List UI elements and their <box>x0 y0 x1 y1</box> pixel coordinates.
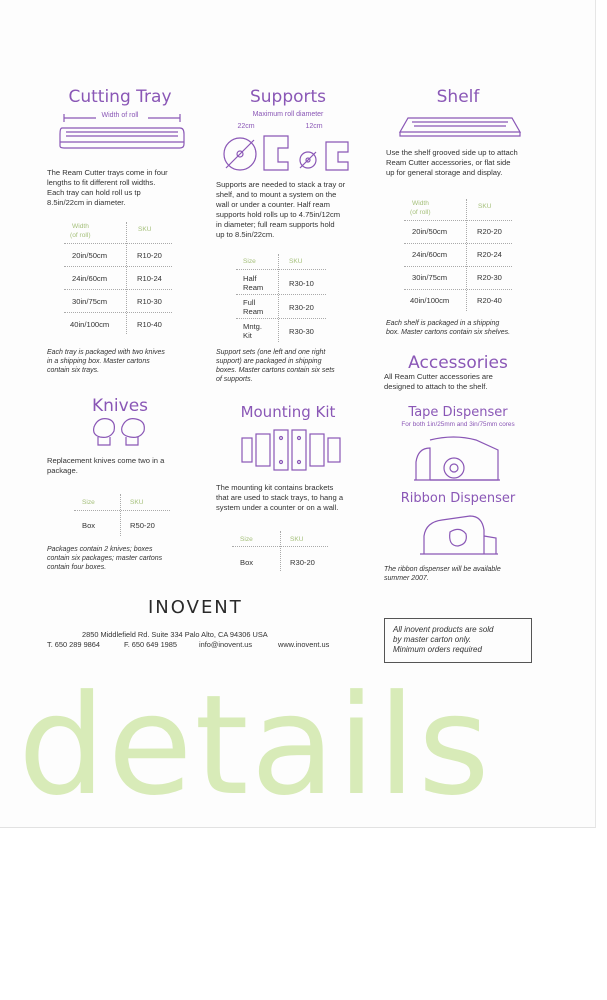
company-fax: F. 650 649 1985 <box>124 640 178 649</box>
table-header-width: Width <box>72 223 89 230</box>
table-header-sku: SKU <box>289 258 303 265</box>
company-address: 2850 Middlefield Rd. Suite 334 Palo Alto, CA 94306 USA <box>82 630 268 639</box>
table-row: 30in/75cm <box>72 297 108 306</box>
tape-dispenser-subtitle: For both 1in/25mm and 3in/75mm cores <box>401 421 515 428</box>
mounting-kit-illustration <box>240 428 344 472</box>
table-header-width-sub: (of roll) <box>410 209 431 216</box>
company-phone: T. 650 289 9864 <box>47 640 101 649</box>
table-row: 20in/50cm <box>72 251 108 260</box>
supports-dim-left: 22cm <box>237 123 255 130</box>
mounting-kit-title: Mounting Kit <box>240 403 336 421</box>
inovent-logo: INOVENT <box>148 597 243 618</box>
table-row: 40in/100cm <box>70 320 110 329</box>
company-website[interactable]: www.inovent.us <box>278 640 330 649</box>
product-sheet: Cutting Tray Width of roll The Ream Cutter trays come in four lengths to fit different roll widths. Each tray can hold roll us tp 8.5in/22cm in diameter. Width (of roll) SKU 20in/50cm R10-20 24in/60cm R10-24 30in/75cm R10-30 40in/100cm R10-40 Each tray is packaged with two knives in a shipping box. Master cartons contain six trays. Knives Replacement knives come two in a package. Size SKU Box R50-20 Packages contain 2 knives; boxes contain six packages; master cartons contain four boxes. Supports Maximum roll diameter 22cm 12cm Supports are needed to stack a tray or shelf, and to mount a system on the wall or under a counter. Half ream supports hold rolls up to 4.75in/12cm in diameter; full ream supports hold up to 8.5in/22cm. Size SKU Half Ream R30-10 Full Ream R30-20 Mntg. Kit R30-30 Support sets (one left and one right support) are packaged in shipping boxes. Master cartons contain six sets of supports. Mounting Kit The mounting kit contains brackets that are used to stack trays, to hang a system under a counter or on a wall. Size SKU Box R30-20 Shelf Use the shelf grooved side up to attach Ream Cutter accessories, or flat side up for general storage and display. Width (of roll) SKU 20in/50cm R20-20 24in/60cm R20-24 30in/75cm R20-30 40in/100cm R20-40 Each shelf is packaged in a shipping box. Master cartons contain six shelves. Accessories All Ream Cutter accessories are designed to attach to the shelf. Tape Dispenser For both 1in/25mm and 3in/75mm cores Ribbon Dispenser The ribbon dispenser will be available summer 2007. INOVENT 2850 Middlefield Rd. Suite 334 Palo Alto, CA 94306 USA T. 650 289 9864 F. 650 649 1985 info@inovent.us www.inovent.us All inovent products are sold by master carton only. Minimum orders required details <box>0 0 596 828</box>
table-row: Half <box>243 274 257 283</box>
table-row: 40in/100cm <box>410 296 450 305</box>
table-header-sku: SKU <box>290 536 304 543</box>
table-header-size: Size <box>82 499 95 506</box>
table-header-sku: SKU <box>130 499 144 506</box>
supports-dimension-label: Maximum roll diameter <box>252 111 324 118</box>
table-row: Box <box>82 521 96 530</box>
table-row: 20in/50cm <box>412 227 448 236</box>
supports-dim-right: 12cm <box>305 123 323 130</box>
cutting-tray-illustration <box>56 114 186 154</box>
table-row: Full <box>243 298 256 307</box>
knives-title: Knives <box>91 396 149 416</box>
table-row: Mntg. <box>243 322 262 331</box>
ribbon-dispenser-illustration <box>420 512 500 556</box>
cutting-tray-title: Cutting Tray <box>68 87 172 107</box>
table-header-size: Size <box>243 258 256 265</box>
tray-width-label: Width of roll <box>101 112 139 119</box>
supports-illustration <box>222 132 362 174</box>
accessories-title: Accessories <box>408 353 508 373</box>
ribbon-dispenser-title: Ribbon Dispenser <box>400 491 516 506</box>
table-header-size: Size <box>240 536 253 543</box>
table-row: Box <box>240 558 254 567</box>
supports-title: Supports <box>249 87 327 107</box>
table-row: 24in/60cm <box>72 274 108 283</box>
table-header-sku: SKU <box>138 226 152 233</box>
shelf-illustration <box>398 114 522 140</box>
minimum-order-notice: All inovent products are sold by master carton only. Minimum orders required <box>384 618 532 663</box>
tape-dispenser-title: Tape Dispenser <box>408 405 508 420</box>
knives-illustration <box>90 415 150 447</box>
table-row: 24in/60cm <box>412 250 448 259</box>
table-row: 30in/75cm <box>412 273 448 282</box>
shelf-title: Shelf <box>436 87 480 107</box>
table-header-width-sub: (of roll) <box>70 232 91 239</box>
table-header-width: Width <box>412 200 429 207</box>
table-header-sku: SKU <box>478 203 492 210</box>
details-banner: details <box>18 665 492 826</box>
tape-dispenser-illustration <box>414 432 502 482</box>
company-email[interactable]: info@inovent.us <box>199 640 253 649</box>
